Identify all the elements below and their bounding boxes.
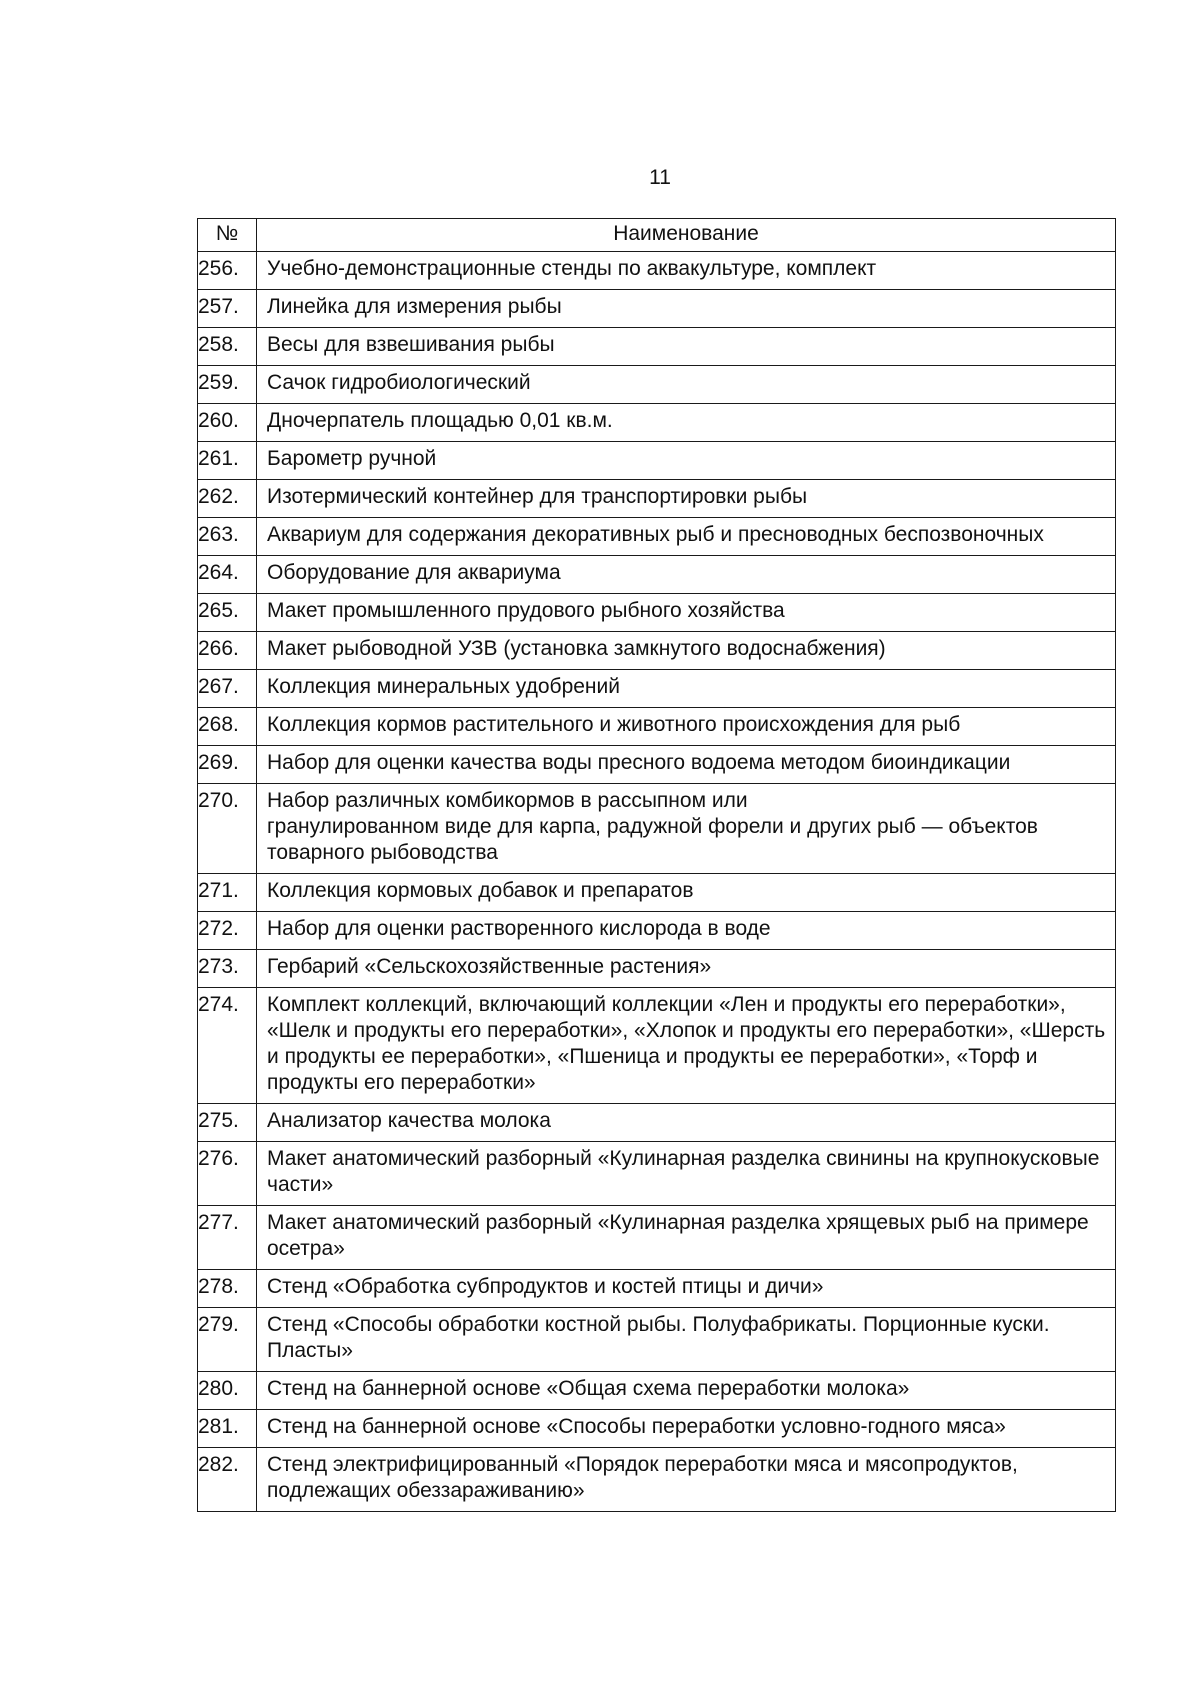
table-row — [198, 1372, 1116, 1410]
row-number: 280. — [198, 1372, 257, 1410]
table-header-row — [198, 219, 1116, 252]
row-number: 269. — [198, 746, 257, 784]
row-name: Макет анатомический разборный «Кулинарная разделка свинины на крупнокусковые части» — [257, 1142, 1116, 1206]
row-name: Весы для взвешивания рыбы — [257, 328, 1116, 366]
row-name: Комплект коллекций, включающий коллекции «Лен и продукты его переработки», «Шелк и продукты его переработки», «Хлопок и продукты его переработки», «Шерсть и продукты ее переработки», «Пшеница и продукты ее переработки», «Торф и продукты его переработки» — [257, 988, 1116, 1104]
row-number: 270. — [198, 784, 257, 874]
table-row — [198, 556, 1116, 594]
row-number: 263. — [198, 518, 257, 556]
table-row — [198, 1206, 1116, 1270]
column-header-name: Наименование — [257, 219, 1116, 252]
row-number: 267. — [198, 670, 257, 708]
row-name: Сачок гидробиологический — [257, 366, 1116, 404]
table-row — [198, 746, 1116, 784]
row-number: 275. — [198, 1104, 257, 1142]
table-row — [198, 1308, 1116, 1372]
row-number: 282. — [198, 1448, 257, 1512]
table-row — [198, 442, 1116, 480]
row-name: Набор для оценки качества воды пресного водоема методом биоиндикации — [257, 746, 1116, 784]
row-name: Оборудование для аквариума — [257, 556, 1116, 594]
table-row — [198, 1410, 1116, 1448]
row-number: 279. — [198, 1308, 257, 1372]
table-row — [198, 670, 1116, 708]
row-name: Макет анатомический разборный «Кулинарная разделка хрящевых рыб на примере осетра» — [257, 1206, 1116, 1270]
table-row — [198, 594, 1116, 632]
row-name: Барометр ручной — [257, 442, 1116, 480]
table-row — [198, 632, 1116, 670]
row-number: 281. — [198, 1410, 257, 1448]
row-name: Изотермический контейнер для транспортировки рыбы — [257, 480, 1116, 518]
row-name: Стенд на баннерной основе «Способы переработки условно-годного мяса» — [257, 1410, 1116, 1448]
row-number: 256. — [198, 252, 257, 290]
table-row — [198, 1270, 1116, 1308]
row-name: Макет промышленного прудового рыбного хозяйства — [257, 594, 1116, 632]
row-name: Линейка для измерения рыбы — [257, 290, 1116, 328]
row-name: Стенд «Обработка субпродуктов и костей птицы и дичи» — [257, 1270, 1116, 1308]
table-row — [198, 950, 1116, 988]
row-name: Анализатор качества молока — [257, 1104, 1116, 1142]
table-row — [198, 1104, 1116, 1142]
row-number: 271. — [198, 874, 257, 912]
row-name: Стенд электрифицированный «Порядок переработки мяса и мясопродуктов, подлежащих обеззараживанию» — [257, 1448, 1116, 1512]
table-row — [198, 480, 1116, 518]
row-number: 257. — [198, 290, 257, 328]
page-number: 11 — [649, 166, 671, 189]
table-row — [198, 874, 1116, 912]
table-row — [198, 252, 1116, 290]
row-number: 272. — [198, 912, 257, 950]
table-row — [198, 708, 1116, 746]
row-number: 261. — [198, 442, 257, 480]
row-number: 277. — [198, 1206, 257, 1270]
row-name: Аквариум для содержания декоративных рыб и пресноводных беспозвоночных — [257, 518, 1116, 556]
row-number: 264. — [198, 556, 257, 594]
table-row — [198, 328, 1116, 366]
row-name: Гербарий «Сельскохозяйственные растения» — [257, 950, 1116, 988]
column-header-number: № — [198, 219, 257, 252]
row-number: 274. — [198, 988, 257, 1104]
table-body — [198, 252, 1116, 1512]
table-row — [198, 404, 1116, 442]
row-name: Учебно-демонстрационные стенды по аквакультуре, комплект — [257, 252, 1116, 290]
table-row — [198, 784, 1116, 874]
row-number: 266. — [198, 632, 257, 670]
row-number: 276. — [198, 1142, 257, 1206]
row-number: 268. — [198, 708, 257, 746]
row-name: Стенд «Способы обработки костной рыбы. Полуфабрикаты. Порционные куски. Пласты» — [257, 1308, 1116, 1372]
row-name: Коллекция кормов растительного и животного происхождения для рыб — [257, 708, 1116, 746]
row-name: Набор для оценки растворенного кислорода в воде — [257, 912, 1116, 950]
table-row — [198, 912, 1116, 950]
row-name: Коллекция кормовых добавок и препаратов — [257, 874, 1116, 912]
row-number: 260. — [198, 404, 257, 442]
table-row — [198, 1142, 1116, 1206]
row-number: 265. — [198, 594, 257, 632]
table-row — [198, 1448, 1116, 1512]
table-row — [198, 988, 1116, 1104]
equipment-table — [197, 218, 1116, 1512]
row-name: Дночерпатель площадью 0,01 кв.м. — [257, 404, 1116, 442]
table-row — [198, 518, 1116, 556]
table-row — [198, 366, 1116, 404]
row-number: 273. — [198, 950, 257, 988]
row-number: 258. — [198, 328, 257, 366]
row-number: 259. — [198, 366, 257, 404]
row-name: Макет рыбоводной УЗВ (установка замкнутого водоснабжения) — [257, 632, 1116, 670]
row-name: Набор различных комбикормов в рассыпном или гранулированном виде для карпа, радужной форели и других рыб — объектов товарного рыбоводства — [257, 784, 1116, 874]
table-row — [198, 290, 1116, 328]
row-number: 262. — [198, 480, 257, 518]
row-name: Коллекция минеральных удобрений — [257, 670, 1116, 708]
row-name: Стенд на баннерной основе «Общая схема переработки молока» — [257, 1372, 1116, 1410]
row-number: 278. — [198, 1270, 257, 1308]
